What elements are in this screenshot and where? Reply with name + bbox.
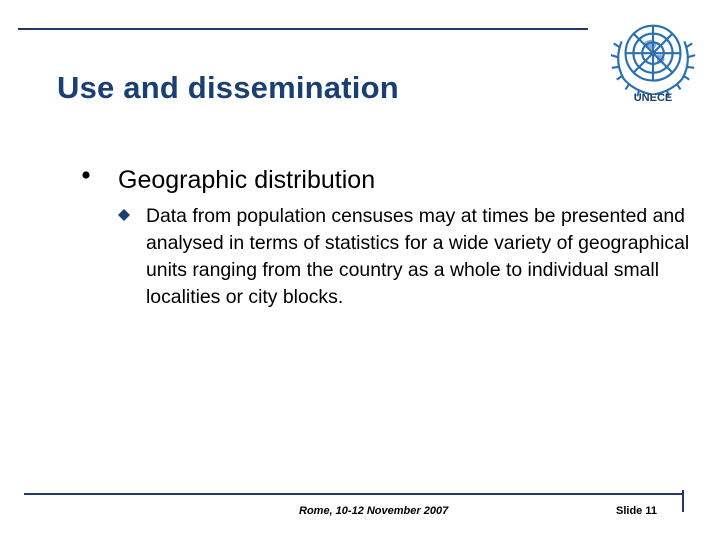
footer-rule bbox=[24, 493, 684, 495]
footer-rule-tick bbox=[682, 490, 684, 512]
footer-event-text: Rome, 10-12 November 2007 bbox=[299, 505, 449, 517]
slide-title: Use and dissemination bbox=[57, 70, 399, 105]
slide-number: Slide 11 bbox=[616, 505, 657, 517]
dot-bullet-icon bbox=[80, 164, 92, 194]
header-rule bbox=[18, 28, 588, 30]
bullet-level1-text: Geographic distribution bbox=[118, 166, 376, 194]
logo-label: UNECE bbox=[633, 92, 673, 104]
diamond-bullet-icon bbox=[118, 209, 130, 221]
bullet-level2-text: Data from population censuses may at times be presented and analysed in terms of statistics for a wide variety of geographical units ranging from the country as a whole to individual small localities or city blocks. bbox=[146, 205, 690, 308]
